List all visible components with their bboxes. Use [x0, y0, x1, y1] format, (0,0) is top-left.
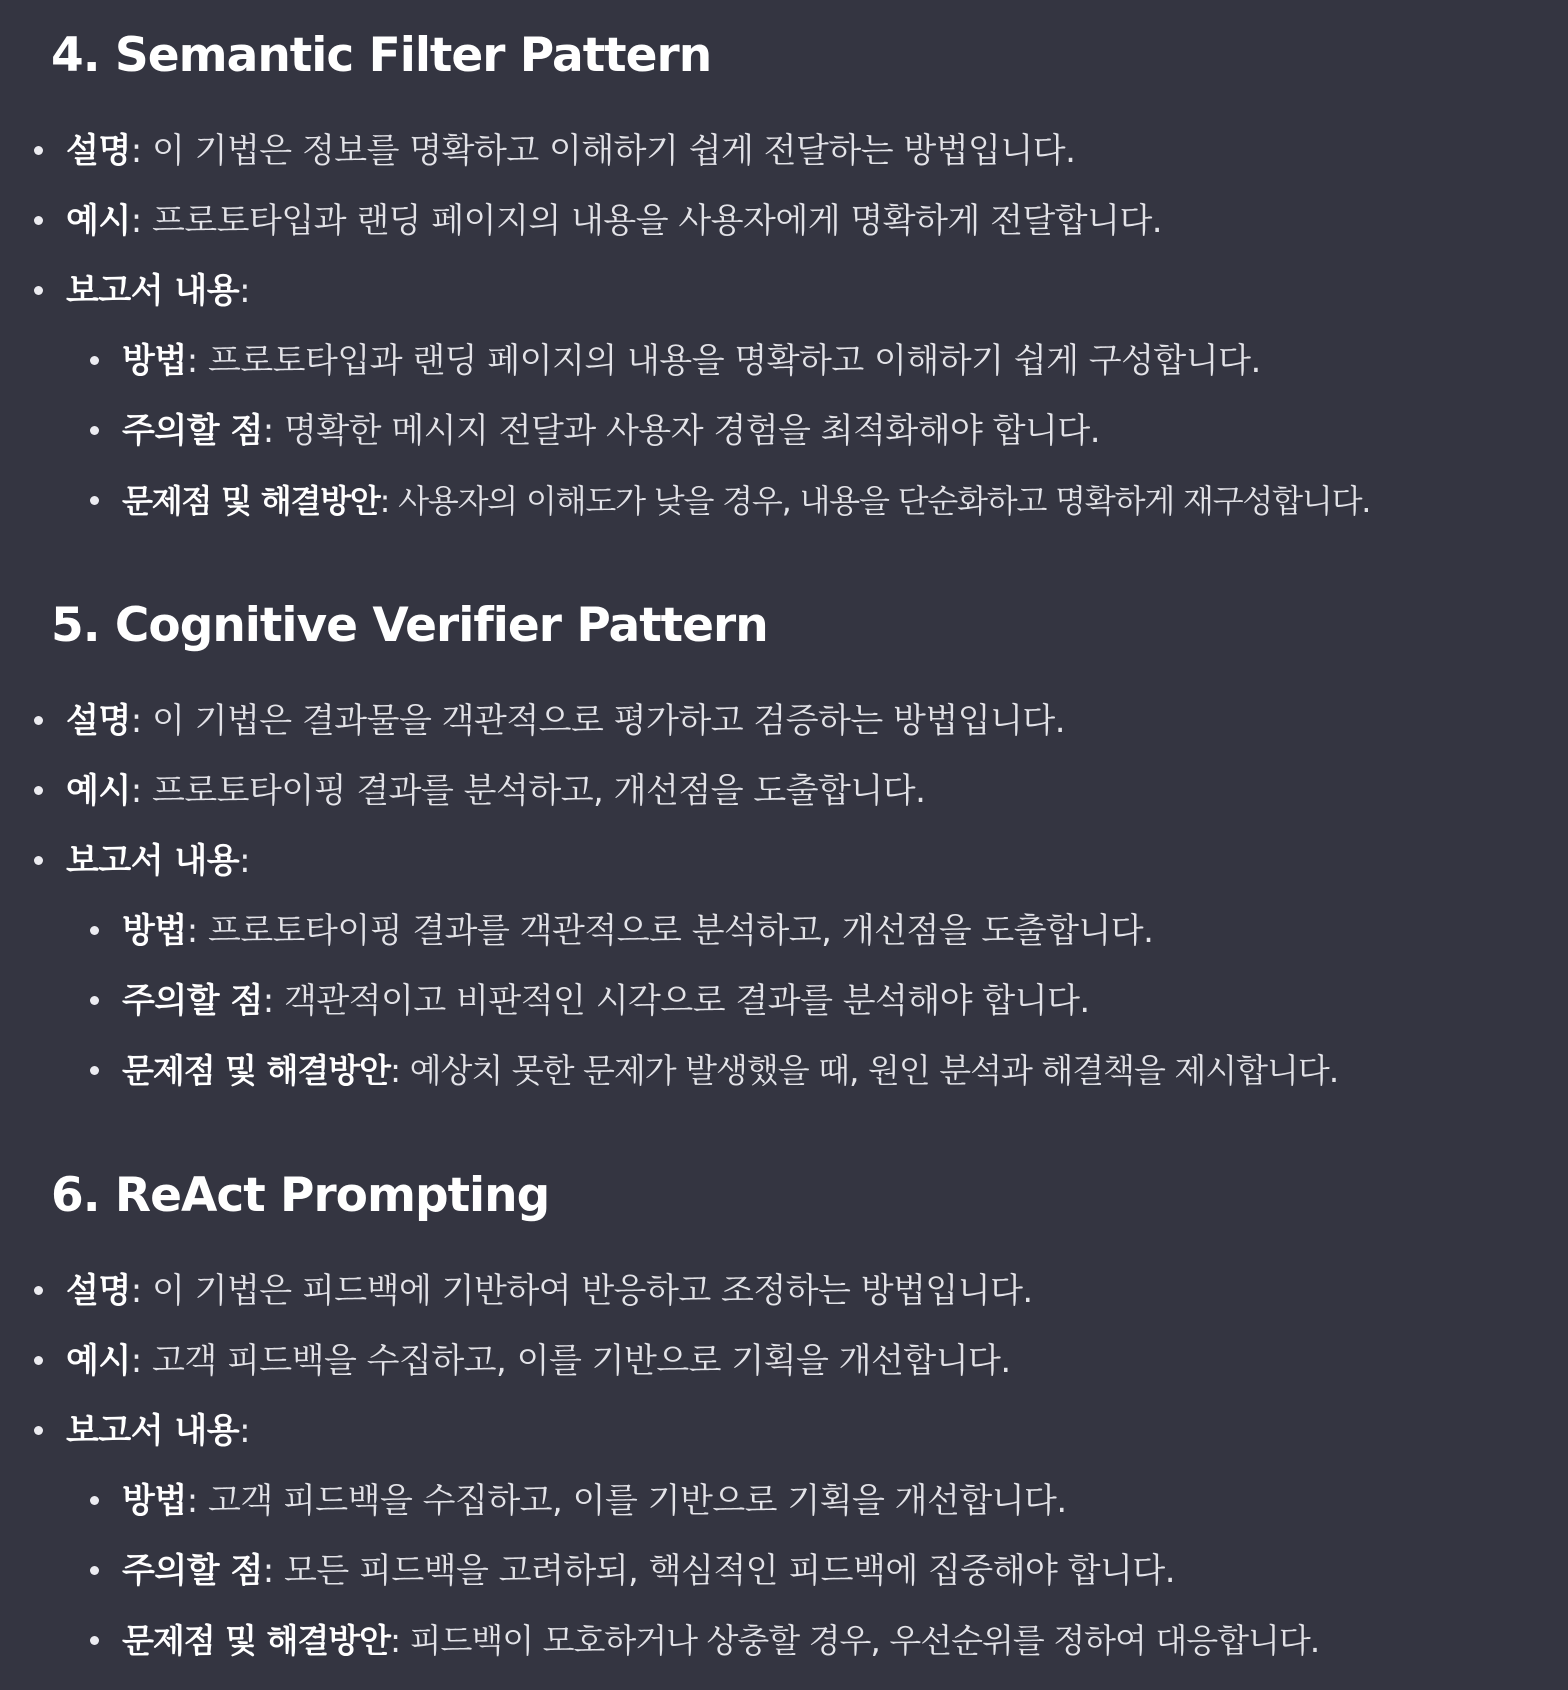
item-label: 설명	[66, 701, 131, 741]
bullet-icon	[90, 926, 99, 935]
item-label: 주의할 점	[122, 411, 263, 451]
item-label: 보고서 내용	[66, 1411, 240, 1451]
section-title: 4. Semantic Filter Pattern	[51, 28, 712, 83]
sublist-item-problems: 문제점 및 해결방안: 예상치 못한 문제가 발생했을 때, 원인 분석과 해결책을 제시합니다.	[122, 1046, 1338, 1096]
item-label: 예시	[66, 1341, 131, 1381]
item-text: 이 기법은 정보를 명확하고 이해하기 쉽게 전달하는 방법입니다.	[151, 131, 1076, 171]
bullet-icon	[90, 1566, 99, 1575]
list-item-example: 예시: 고객 피드백을 수집하고, 이를 기반으로 기획을 개선합니다.	[66, 1336, 1011, 1386]
sublist-item-method: 방법: 프로토타입과 랜딩 페이지의 내용을 명확하고 이해하기 쉽게 구성합니다.	[122, 336, 1261, 386]
item-label: 설명	[66, 131, 131, 171]
bullet-icon	[90, 996, 99, 1005]
item-text: 예상치 못한 문제가 발생했을 때, 원인 분석과 해결책을 제시합니다.	[409, 1051, 1339, 1090]
item-text: 사용자의 이해도가 낮을 경우, 내용을 단순화하고 명확하게 재구성합니다.	[398, 482, 1371, 520]
bullet-icon	[34, 856, 43, 865]
bullet-icon	[90, 496, 99, 505]
item-label: 문제점 및 해결방안	[122, 482, 380, 520]
item-label: 문제점 및 해결방안	[122, 1621, 391, 1660]
item-label: 예시	[66, 201, 131, 241]
sublist-item-caution: 주의할 점: 객관적이고 비판적인 시각으로 결과를 분석해야 합니다.	[122, 976, 1090, 1026]
item-text: 프로토타이핑 결과를 분석하고, 개선점을 도출합니다.	[151, 771, 926, 811]
bullet-icon	[34, 146, 43, 155]
sublist-item-method: 방법: 프로토타이핑 결과를 객관적으로 분석하고, 개선점을 도출합니다.	[122, 906, 1153, 956]
list-item-report: 보고서 내용:	[66, 266, 250, 316]
bullet-icon	[90, 356, 99, 365]
list-item-example: 예시: 프로토타이핑 결과를 분석하고, 개선점을 도출합니다.	[66, 766, 925, 816]
item-label: 문제점 및 해결방안	[122, 1051, 391, 1090]
item-text: 고객 피드백을 수집하고, 이를 기반으로 기획을 개선합니다.	[207, 1481, 1067, 1521]
bullet-icon	[34, 1286, 43, 1295]
section-title: 6. ReAct Prompting	[51, 1168, 550, 1223]
item-text: 프로토타입과 랜딩 페이지의 내용을 사용자에게 명확하게 전달합니다.	[151, 201, 1163, 241]
bullet-icon	[34, 716, 43, 725]
bullet-icon	[90, 426, 99, 435]
sublist-item-method: 방법: 고객 피드백을 수집하고, 이를 기반으로 기획을 개선합니다.	[122, 1476, 1067, 1526]
list-item-example: 예시: 프로토타입과 랜딩 페이지의 내용을 사용자에게 명확하게 전달합니다.	[66, 196, 1162, 246]
item-label: 방법	[122, 1481, 187, 1521]
bullet-icon	[34, 786, 43, 795]
item-text: 피드백이 모호하거나 상충할 경우, 우선순위를 정하여 대응합니다.	[409, 1621, 1320, 1660]
sublist-item-problems: 문제점 및 해결방안: 사용자의 이해도가 낮을 경우, 내용을 단순화하고 명확하게 재구성합니다.	[122, 476, 1370, 526]
bullet-icon	[34, 216, 43, 225]
item-label: 보고서 내용	[66, 841, 240, 881]
item-label: 방법	[122, 911, 187, 951]
list-item-description: 설명: 이 기법은 정보를 명확하고 이해하기 쉽게 전달하는 방법입니다.	[66, 126, 1075, 176]
item-text: 모든 피드백을 고려하되, 핵심적인 피드백에 집중해야 합니다.	[283, 1551, 1176, 1591]
item-label: 설명	[66, 1271, 131, 1311]
item-label: 예시	[66, 771, 131, 811]
section-title: 5. Cognitive Verifier Pattern	[51, 598, 768, 653]
item-text: 이 기법은 피드백에 기반하여 반응하고 조정하는 방법입니다.	[151, 1271, 1033, 1311]
list-item-description: 설명: 이 기법은 피드백에 기반하여 반응하고 조정하는 방법입니다.	[66, 1266, 1033, 1316]
bullet-icon	[34, 1356, 43, 1365]
bullet-icon	[34, 1426, 43, 1435]
list-item-description: 설명: 이 기법은 결과물을 객관적으로 평가하고 검증하는 방법입니다.	[66, 696, 1065, 746]
item-label: 보고서 내용	[66, 271, 240, 311]
item-label: 주의할 점	[122, 1551, 263, 1591]
item-text: 프로토타이핑 결과를 객관적으로 분석하고, 개선점을 도출합니다.	[207, 911, 1154, 951]
item-text: 이 기법은 결과물을 객관적으로 평가하고 검증하는 방법입니다.	[151, 701, 1066, 741]
sublist-item-caution: 주의할 점: 명확한 메시지 전달과 사용자 경험을 최적화해야 합니다.	[122, 406, 1100, 456]
item-text: 고객 피드백을 수집하고, 이를 기반으로 기획을 개선합니다.	[151, 1341, 1011, 1381]
sublist-item-caution: 주의할 점: 모든 피드백을 고려하되, 핵심적인 피드백에 집중해야 합니다.	[122, 1546, 1175, 1596]
item-text: 객관적이고 비판적인 시각으로 결과를 분석해야 합니다.	[283, 981, 1090, 1021]
list-item-report: 보고서 내용:	[66, 836, 250, 886]
bullet-icon	[90, 1636, 99, 1645]
item-text: 명확한 메시지 전달과 사용자 경험을 최적화해야 합니다.	[283, 411, 1101, 451]
item-label: 주의할 점	[122, 981, 263, 1021]
list-item-report: 보고서 내용:	[66, 1406, 250, 1456]
item-label: 방법	[122, 341, 187, 381]
bullet-icon	[34, 286, 43, 295]
bullet-icon	[90, 1066, 99, 1075]
item-text: 프로토타입과 랜딩 페이지의 내용을 명확하고 이해하기 쉽게 구성합니다.	[207, 341, 1261, 381]
bullet-icon	[90, 1496, 99, 1505]
sublist-item-problems: 문제점 및 해결방안: 피드백이 모호하거나 상충할 경우, 우선순위를 정하여 대응합니다.	[122, 1616, 1319, 1666]
